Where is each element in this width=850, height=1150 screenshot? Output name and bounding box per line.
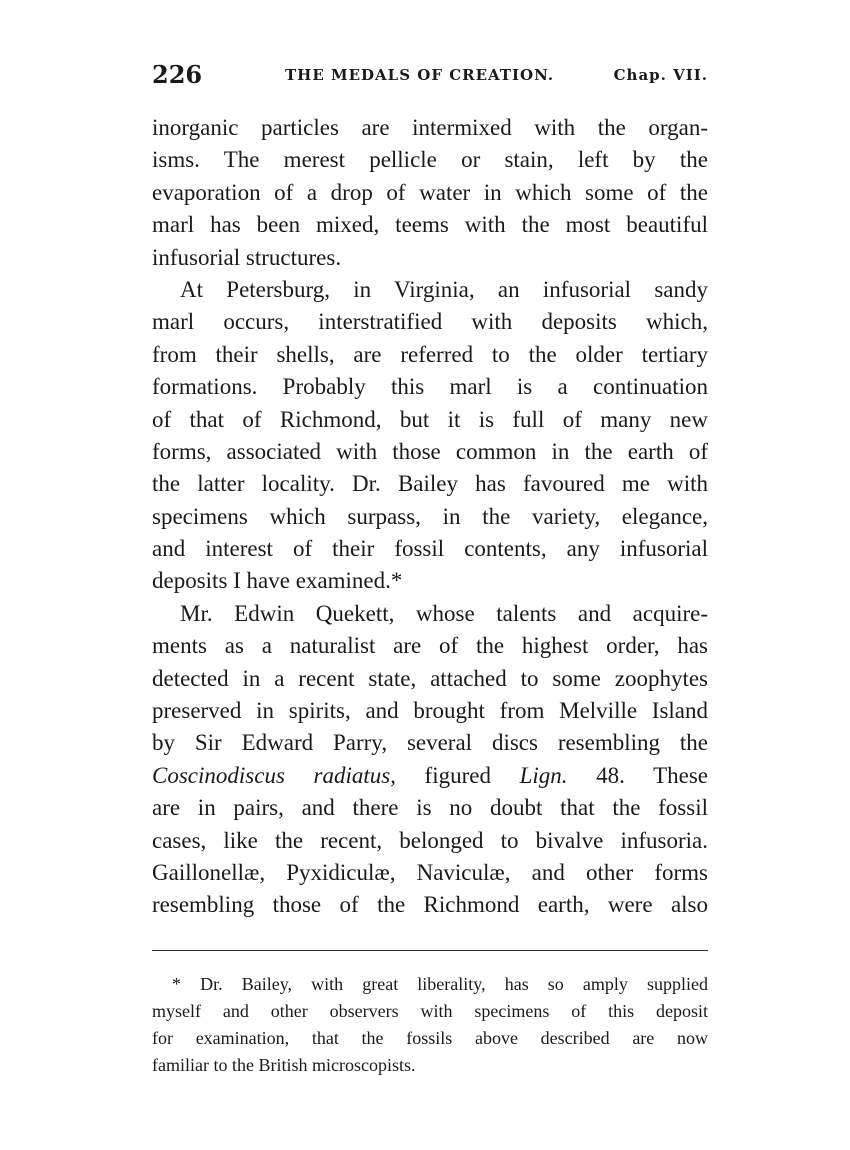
text-span: figured [395,762,520,788]
footnote [152,971,708,1079]
italic-reference: Lign. [519,762,568,788]
paragraph-3 [152,598,708,922]
text-line-with-italics [152,760,708,792]
text-line: marl has been mixed, teems with the most beautiful [152,212,708,238]
text-line: and interest of their fossil contents, any infusorial [152,536,708,562]
text-line: Mr. Edwin Quekett, whose talents and acquire- [180,600,708,626]
text-line: from their shells, are referred to the older tertiary [152,341,708,367]
chapter-label: Chap. VII. [613,66,708,84]
text-line: inorganic particles are intermixed with the organ- [152,115,708,140]
text-line: ments as a naturalist are of the highest order, has [152,633,708,659]
text-line: isms. The merest pellicle or stain, left by the [152,147,708,173]
text-line: marl occurs, interstratified with deposits which, [152,309,708,335]
footnote-line: for examination, that the fossils above described are now [152,1028,708,1048]
text-line: the latter locality. Dr. Bailey has favoured me with [152,471,708,497]
text-line: preserved in spirits, and brought from Melville Island [152,698,708,724]
text-line: Gaillonellæ, Pyxidiculæ, Naviculæ, and other forms [152,859,708,885]
paragraph-2 [152,274,708,598]
text-span: 48. These [567,762,708,788]
text-line: forms, associated with those common in the earth of [152,438,708,464]
italic-species-name: Coscinodiscus radiatus, [152,762,396,788]
text-line: formations. Probably this marl is a continuation [152,374,708,400]
paragraph-1 [152,112,708,274]
text-line: by Sir Edward Parry, several discs resembling the [152,730,708,756]
text-line: resembling those of the Richmond earth, were also [152,892,708,918]
text-line: are in pairs, and there is no doubt that the fossil [152,795,708,821]
body-text [152,112,708,922]
footnote-rule [152,950,708,951]
text-line: At Petersburg, in Virginia, an infusorial sandy [180,276,708,302]
footnote-line: * Dr. Bailey, with great liberality, has so amply supplied [172,974,708,994]
footnote-line: familiar to the British microscopists. [152,1055,416,1075]
text-line: detected in a recent state, attached to some zoophytes [152,665,708,691]
text-line: infusorial structures. [152,244,342,270]
text-line: deposits I have examined.* [152,568,403,594]
page-number: 226 [152,60,203,89]
running-head [152,60,708,92]
footnote-line: myself and other observers with specimens of this deposit [152,1001,708,1021]
running-title: THE MEDALS OF CREATION. [285,66,555,84]
text-line: cases, like the recent, belonged to bivalve infusoria. [152,827,708,853]
text-line: specimens which surpass, in the variety, elegance, [152,503,708,529]
text-line: evaporation of a drop of water in which some of the [152,179,708,205]
text-line: of that of Richmond, but it is full of many new [152,406,708,432]
